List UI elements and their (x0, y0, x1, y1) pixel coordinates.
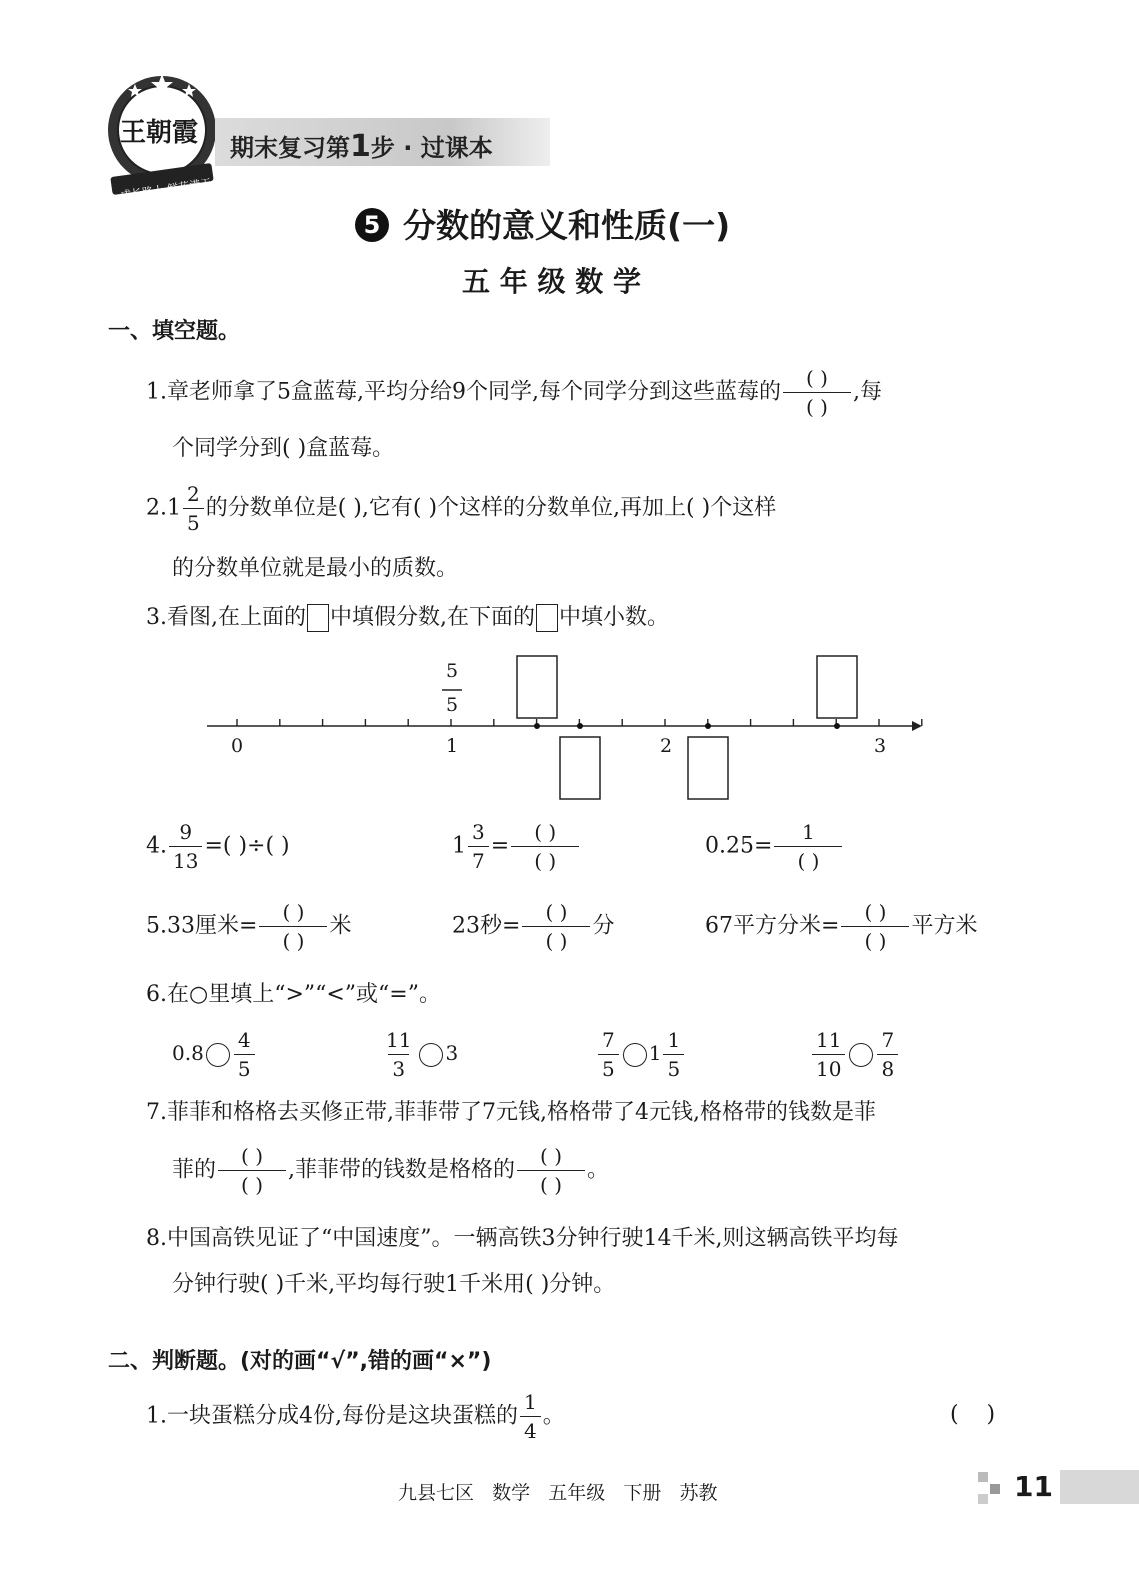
question-8-line2[interactable]: 分钟行驶( )千米,平均每行驶1千米用( )分钟。 (172, 1272, 616, 1297)
question-4: 4. $\frac{9}{13}$ =( )÷( ) (146, 820, 290, 873)
answer-blank[interactable]: ( ) (511, 846, 579, 871)
answer-box-bottom[interactable] (688, 737, 728, 799)
footer-bar (1060, 1470, 1139, 1504)
answer-box-top[interactable] (517, 656, 557, 718)
section-heading: 二、判断题。(对的画“√”,错的画“×”) (108, 1349, 492, 1374)
box-symbol (307, 604, 329, 632)
judge-question-1: 1.一块蛋糕分成4份,每份是这块蛋糕的 $\frac{1}{4}$ 。 (146, 1390, 565, 1443)
answer-box-bottom[interactable] (560, 737, 600, 799)
title-number-badge: 5 (355, 208, 389, 242)
section-heading: 一、填空题。 (108, 319, 241, 344)
logo-name: 王朝霞 (120, 118, 199, 148)
nl-label-0: 0 (231, 735, 244, 757)
question-5b: 23秒= $\frac{( )}{( )}$ 分 (452, 900, 615, 953)
question-2-line2: 的分数单位就是最小的质数。 (172, 556, 459, 581)
q6-item-c: $\frac{7}{5}$ 1 $\frac{1}{5}$ (596, 1030, 686, 1079)
logo-slogan: 成长路上 鲜花满天 (119, 176, 213, 203)
question-4c: 0.25= $\frac{1}{( )}$ (705, 822, 844, 871)
question-5c: 67平方分米= $\frac{( )}{( )}$ 平方米 (705, 900, 978, 953)
compare-circle[interactable] (623, 1043, 647, 1067)
nl-label-1: 1 (446, 735, 459, 757)
question-4b: 1 $\frac{3}{7}$ = $\frac{( )}{( )}$ (452, 822, 581, 871)
header-banner-text: 期末复习第1步 · 过课本 (230, 129, 493, 164)
question-1-line2[interactable]: 个同学分到( )盒蓝莓。 (172, 436, 395, 461)
answer-blank[interactable]: ( ) (806, 366, 828, 390)
page-subtitle: 五 年 级 数 学 (462, 265, 641, 298)
question-7-line2: 菲的 $\frac{( )}{( )}$ ,菲菲带的钱数是格格的 $\frac{( )}{( )}$ 。 (172, 1144, 610, 1197)
judge-answer-blank[interactable]: ( ) (950, 1402, 996, 1427)
answer-blank[interactable]: ( ) (774, 846, 842, 871)
footer-text: 九县七区 数学 五年级 下册 苏教 (398, 1482, 718, 1504)
q6-item-d: $\frac{11}{10}$ $\frac{7}{8}$ (810, 1030, 900, 1079)
question-1: 1.章老师拿了5盒蓝莓,平均分给9个同学,每个同学分到这些蓝莓的 $\frac{( )}{( )}$ ,每 (146, 366, 882, 419)
question-3: 3.看图,在上面的 中填假分数,在下面的 中填小数。 (146, 605, 670, 630)
question-8: 8.中国高铁见证了“中国速度”。一辆高铁3分钟行驶14千米,则这辆高铁平均每 (146, 1226, 899, 1251)
question-6: 6.在○里填上“>”“<”或“=”。 (146, 982, 441, 1007)
question-7: 7.菲菲和格格去买修正带,菲菲带了7元钱,格格带了4元钱,格格带的钱数是菲 (146, 1100, 876, 1125)
box-symbol (536, 604, 558, 632)
number-line (200, 650, 930, 805)
answer-box-top[interactable] (817, 656, 857, 718)
nl-label-3: 3 (874, 735, 887, 757)
nl-frac-num: 5 (446, 660, 459, 682)
question-2: 2.1 $\frac{2}{5}$ 的分数单位是( ),它有( )个这样的分数单位,再加上( )个这样 (146, 482, 777, 535)
footer-decor (978, 1472, 1008, 1504)
question-5: 5.33厘米= $\frac{( )}{( )}$ 米 (146, 900, 352, 953)
compare-circle[interactable] (849, 1043, 873, 1067)
compare-circle[interactable] (206, 1043, 230, 1067)
q6-item-a: 0.8 $\frac{4}{5}$ (172, 1030, 257, 1079)
answer-blank[interactable]: ( ) (783, 392, 851, 417)
compare-circle[interactable] (419, 1043, 443, 1067)
answer-blank[interactable]: ( ) (534, 820, 557, 844)
nl-label-2: 2 (660, 735, 673, 757)
page-number: 11 (1014, 1470, 1053, 1503)
q6-item-b: $\frac{11}{3}$ 3 (386, 1028, 459, 1081)
page-title: 5 分数的意义和性质(一) (355, 200, 730, 247)
nl-frac-den: 5 (446, 694, 459, 716)
